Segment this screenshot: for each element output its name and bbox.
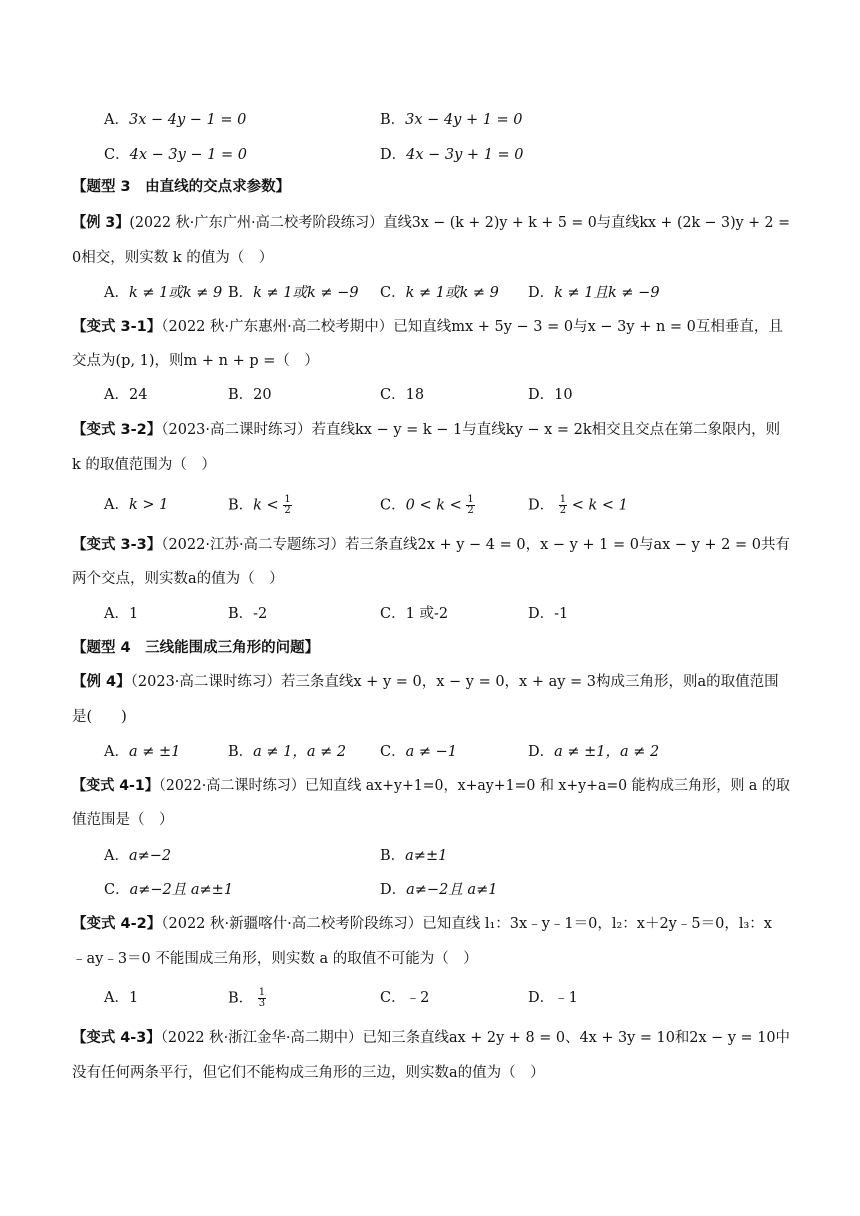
option-a: A．1: [104, 990, 139, 1006]
option-d: D．-1: [528, 606, 569, 622]
fraction: $\frac{1}{2}$: [467, 494, 474, 516]
option-c: C．﹣2: [380, 990, 430, 1006]
section-3-heading: 【题型 3 由直线的交点求参数】: [72, 179, 291, 195]
variant-3-3-line-2: 两个交点，则实数a的值为（ ）: [72, 571, 284, 587]
option-d: D．k ≠ 1且k ≠ −9: [528, 285, 660, 301]
section-4-heading: 【题型 4 三线能围成三角形的问题】: [72, 640, 320, 656]
option-a: A．3x − 4y − 1 = 0: [104, 112, 247, 128]
variant-4-2-line-1: 【变式 4-2】（2022 秋·新疆喀什·高二校考阶段练习）已知直线 l₁：3x﹣y﹣1＝0，l₂：x＋2y﹣5＝0，l₃：x: [72, 916, 772, 932]
option-b: B．k ≠ 1或k ≠ −9: [228, 285, 359, 301]
fraction: $\frac{1}{2}$: [284, 494, 291, 516]
example-3-line-1: 【例 3】(2022 秋·广东广州·高二校考阶段练习）直线3x − (k + 2)y + k + 5 = 0与直线kx + (2k − 3)y + 2 =: [72, 215, 791, 231]
option-a: A．a≠−2: [104, 848, 172, 864]
option-b: B．k < $\frac{1}{2}$: [228, 494, 291, 516]
option-a: A．k > 1: [104, 497, 169, 513]
variant-3-2-line-2: k 的取值范围为（ ）: [72, 457, 216, 473]
option-d: D．a ≠ ±1，a ≠ 2: [528, 744, 660, 760]
example-4-line-2: 是( ): [72, 709, 127, 725]
variant-3-3-line-1: 【变式 3-3】（2022·江苏·高二专题练习）若三条直线2x + y − 4 = 0，x − y + 1 = 0与ax − y + 2 = 0共有: [72, 537, 790, 553]
option-c: C．4x − 3y − 1 = 0: [104, 147, 247, 163]
variant-4-3-line-2: 没有任何两条平行，但它们不能构成三角形的三边，则实数a的值为（ ）: [72, 1065, 545, 1081]
option-a: A．24: [104, 387, 148, 403]
option-b: B．a ≠ 1，a ≠ 2: [228, 744, 347, 760]
option-b: B．3x − 4y + 1 = 0: [380, 112, 523, 128]
option-b: B．a≠±1: [380, 848, 448, 864]
option-a: A．1: [104, 606, 139, 622]
variant-4-1-line-1: 【变式 4-1】（2022·高二课时练习）已知直线 ax+y+1=0，x+ay+1=0 和 x+y+a=0 能构成三角形，则 a 的取: [72, 778, 791, 794]
option-d: D．a≠−2且 a≠1: [380, 882, 498, 898]
variant-4-3-line-1: 【变式 4-3】（2022 秋·浙江金华·高二期中）已知三条直线ax + 2y + 8 = 0、4x + 3y = 10和2x − y = 10中: [72, 1030, 790, 1046]
option-d: D．10: [528, 387, 573, 403]
option-d: D． $\frac{1}{2}$ < k < 1: [528, 494, 628, 516]
variant-3-1-line-2: 交点为(p, 1)，则m + n + p =（ ）: [72, 353, 319, 369]
option-b: B． $\frac{1}{3}$: [228, 987, 266, 1009]
option-c: C．a ≠ −1: [380, 744, 457, 760]
variant-3-1-line-1: 【变式 3-1】（2022 秋·广东惠州·高二校考期中）已知直线mx + 5y − 3 = 0与x − 3y + n = 0互相垂直，且: [72, 319, 783, 335]
option-d: D．4x − 3y + 1 = 0: [380, 147, 524, 163]
option-b: B．20: [228, 387, 272, 403]
option-a: A．a ≠ ±1: [104, 744, 181, 760]
variant-4-2-line-2: ﹣ay﹣3＝0 不能围成三角形，则实数 a 的取值不可能为（ ）: [72, 951, 478, 967]
option-c: C．0 < k < $\frac{1}{2}$: [380, 494, 474, 516]
option-c: C．k ≠ 1或k ≠ 9: [380, 285, 499, 301]
option-c: C．a≠−2且 a≠±1: [104, 882, 234, 898]
variant-4-1-line-2: 值范围是（ ）: [72, 812, 174, 828]
variant-3-2-line-1: 【变式 3-2】（2023·高二课时练习）若直线kx − y = k − 1与直线ky − x = 2k相交且交点在第二象限内，则: [72, 422, 781, 438]
fraction: $\frac{1}{2}$: [559, 494, 567, 516]
option-a: A．k ≠ 1或k ≠ 9: [104, 285, 223, 301]
option-d: D．﹣1: [528, 990, 578, 1006]
option-c: C．18: [380, 387, 425, 403]
fraction: $\frac{1}{3}$: [258, 987, 266, 1009]
example-4-line-1: 【例 4】（2023·高二课时练习）若三条直线x + y = 0，x − y = 0，x + ay = 3构成三角形，则a的取值范围: [72, 674, 779, 690]
option-b: B．-2: [228, 606, 268, 622]
option-c: C．1 或-2: [380, 606, 449, 622]
example-3-line-2: 0相交，则实数 k 的值为（ ）: [72, 250, 274, 266]
